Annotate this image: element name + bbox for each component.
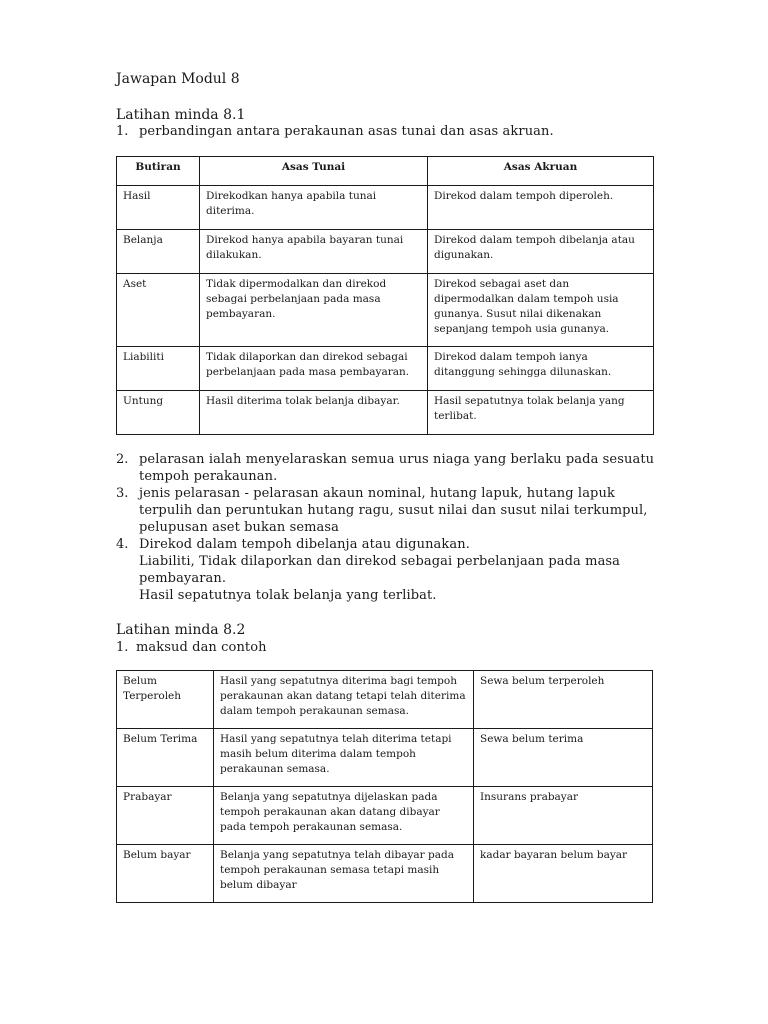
table-cell: Tidak dilaporkan dan direkod sebagai perbelanjaan pada masa pembayaran. — [200, 347, 428, 391]
table-cell: Hasil diterima tolak belanja dibayar. — [200, 391, 428, 435]
column-header: Butiran — [117, 157, 200, 186]
list-item-line: pelarasan ialah menyelaraskan semua urus niaga yang berlaku pada sesuatu — [139, 452, 655, 467]
table-cell: Belum bayar — [117, 845, 214, 903]
list-item-line: tempoh perakaunan. — [139, 469, 278, 484]
table-row — [117, 230, 654, 274]
table-cell: Direkod sebagai aset dan dipermodalkan dalam tempoh usia gunanya. Susut nilai dikenakan sepanjang tempoh usia gunanya. — [428, 274, 654, 347]
table-row — [117, 845, 653, 903]
table-cell: Untung — [117, 391, 200, 435]
table-row — [117, 729, 653, 787]
list-item-line: pelupusan aset bukan semasa — [139, 520, 340, 535]
table-cell: Belum Terima — [117, 729, 214, 787]
list-item-line: Direkod dalam tempoh dibelanja atau digunakan. — [139, 537, 470, 552]
list-number: 1. — [116, 124, 129, 139]
table-row — [117, 391, 654, 435]
table-cell: Sewa belum terperoleh — [474, 671, 653, 729]
list-item-line: terpulih dan peruntukan hutang ragu, susut nilai dan susut nilai terkumpul, — [139, 503, 648, 518]
list-number: 3. — [116, 486, 129, 501]
table-cell: Aset — [117, 274, 200, 347]
table-cell: Direkod dalam tempoh dibelanja atau digunakan. — [428, 230, 654, 274]
table-cell: Tidak dipermodalkan dan direkod sebagai perbelanjaan pada masa pembayaran. — [200, 274, 428, 347]
document-title: Jawapan Modul 8 — [116, 71, 240, 87]
table-cell: Direkod dalam tempoh ianya ditanggung sehingga dilunaskan. — [428, 347, 654, 391]
comparison-table — [116, 156, 654, 435]
column-header: Asas Akruan — [428, 157, 654, 186]
table-cell: Hasil yang sepatutnya telah diterima tetapi masih belum diterima dalam tempoh perakaunan semasa. — [214, 729, 474, 787]
table-row — [117, 347, 654, 391]
table-row — [117, 274, 654, 347]
definitions-table — [116, 670, 653, 903]
table-cell: Hasil sepatutnya tolak belanja yang terlibat. — [428, 391, 654, 435]
table-cell: Hasil — [117, 186, 200, 230]
table-header-row — [117, 157, 654, 186]
column-header: Asas Tunai — [200, 157, 428, 186]
table-cell: Hasil yang sepatutnya diterima bagi tempoh perakaunan akan datang tetapi telah diterima dalam tempoh perakaunan semasa. — [214, 671, 474, 729]
table-cell: Direkod dalam tempoh diperoleh. — [428, 186, 654, 230]
table-cell: Liabiliti — [117, 347, 200, 391]
table-cell: Belanja yang sepatutnya dijelaskan pada tempoh perakaunan akan datang dibayar pada tempoh perakaunan semasa. — [214, 787, 474, 845]
table-cell: Insurans prabayar — [474, 787, 653, 845]
list-item-line: Hasil sepatutnya tolak belanja yang terlibat. — [139, 588, 437, 603]
question-text: maksud dan contoh — [136, 640, 267, 655]
list-item-line: Liabiliti, Tidak dilaporkan dan direkod sebagai perbelanjaan pada masa — [139, 554, 621, 569]
table-cell: Belanja yang sepatutnya telah dibayar pada tempoh perakaunan semasa tetapi masih belum dibayar — [214, 845, 474, 903]
section-heading-8-1: Latihan minda 8.1 — [116, 107, 246, 123]
table-cell: Direkod hanya apabila bayaran tunai dilakukan. — [200, 230, 428, 274]
list-number: 2. — [116, 452, 129, 467]
list-number: 1. — [116, 640, 129, 655]
list-number: 4. — [116, 537, 129, 552]
table-row — [117, 186, 654, 230]
table-cell: Belanja — [117, 230, 200, 274]
table-cell: Sewa belum terima — [474, 729, 653, 787]
list-item-line: jenis pelarasan - pelarasan akaun nominal, hutang lapuk, hutang lapuk — [139, 486, 615, 501]
table-cell: Belum Terperoleh — [117, 671, 214, 729]
table-row — [117, 787, 653, 845]
section-heading-8-2: Latihan minda 8.2 — [116, 622, 246, 638]
list-item-line: pembayaran. — [139, 571, 227, 586]
table-row — [117, 671, 653, 729]
table-cell: Prabayar — [117, 787, 214, 845]
question-text: perbandingan antara perakaunan asas tunai dan asas akruan. — [139, 124, 554, 139]
table-cell: Direkodkan hanya apabila tunai diterima. — [200, 186, 428, 230]
table-cell: kadar bayaran belum bayar — [474, 845, 653, 903]
